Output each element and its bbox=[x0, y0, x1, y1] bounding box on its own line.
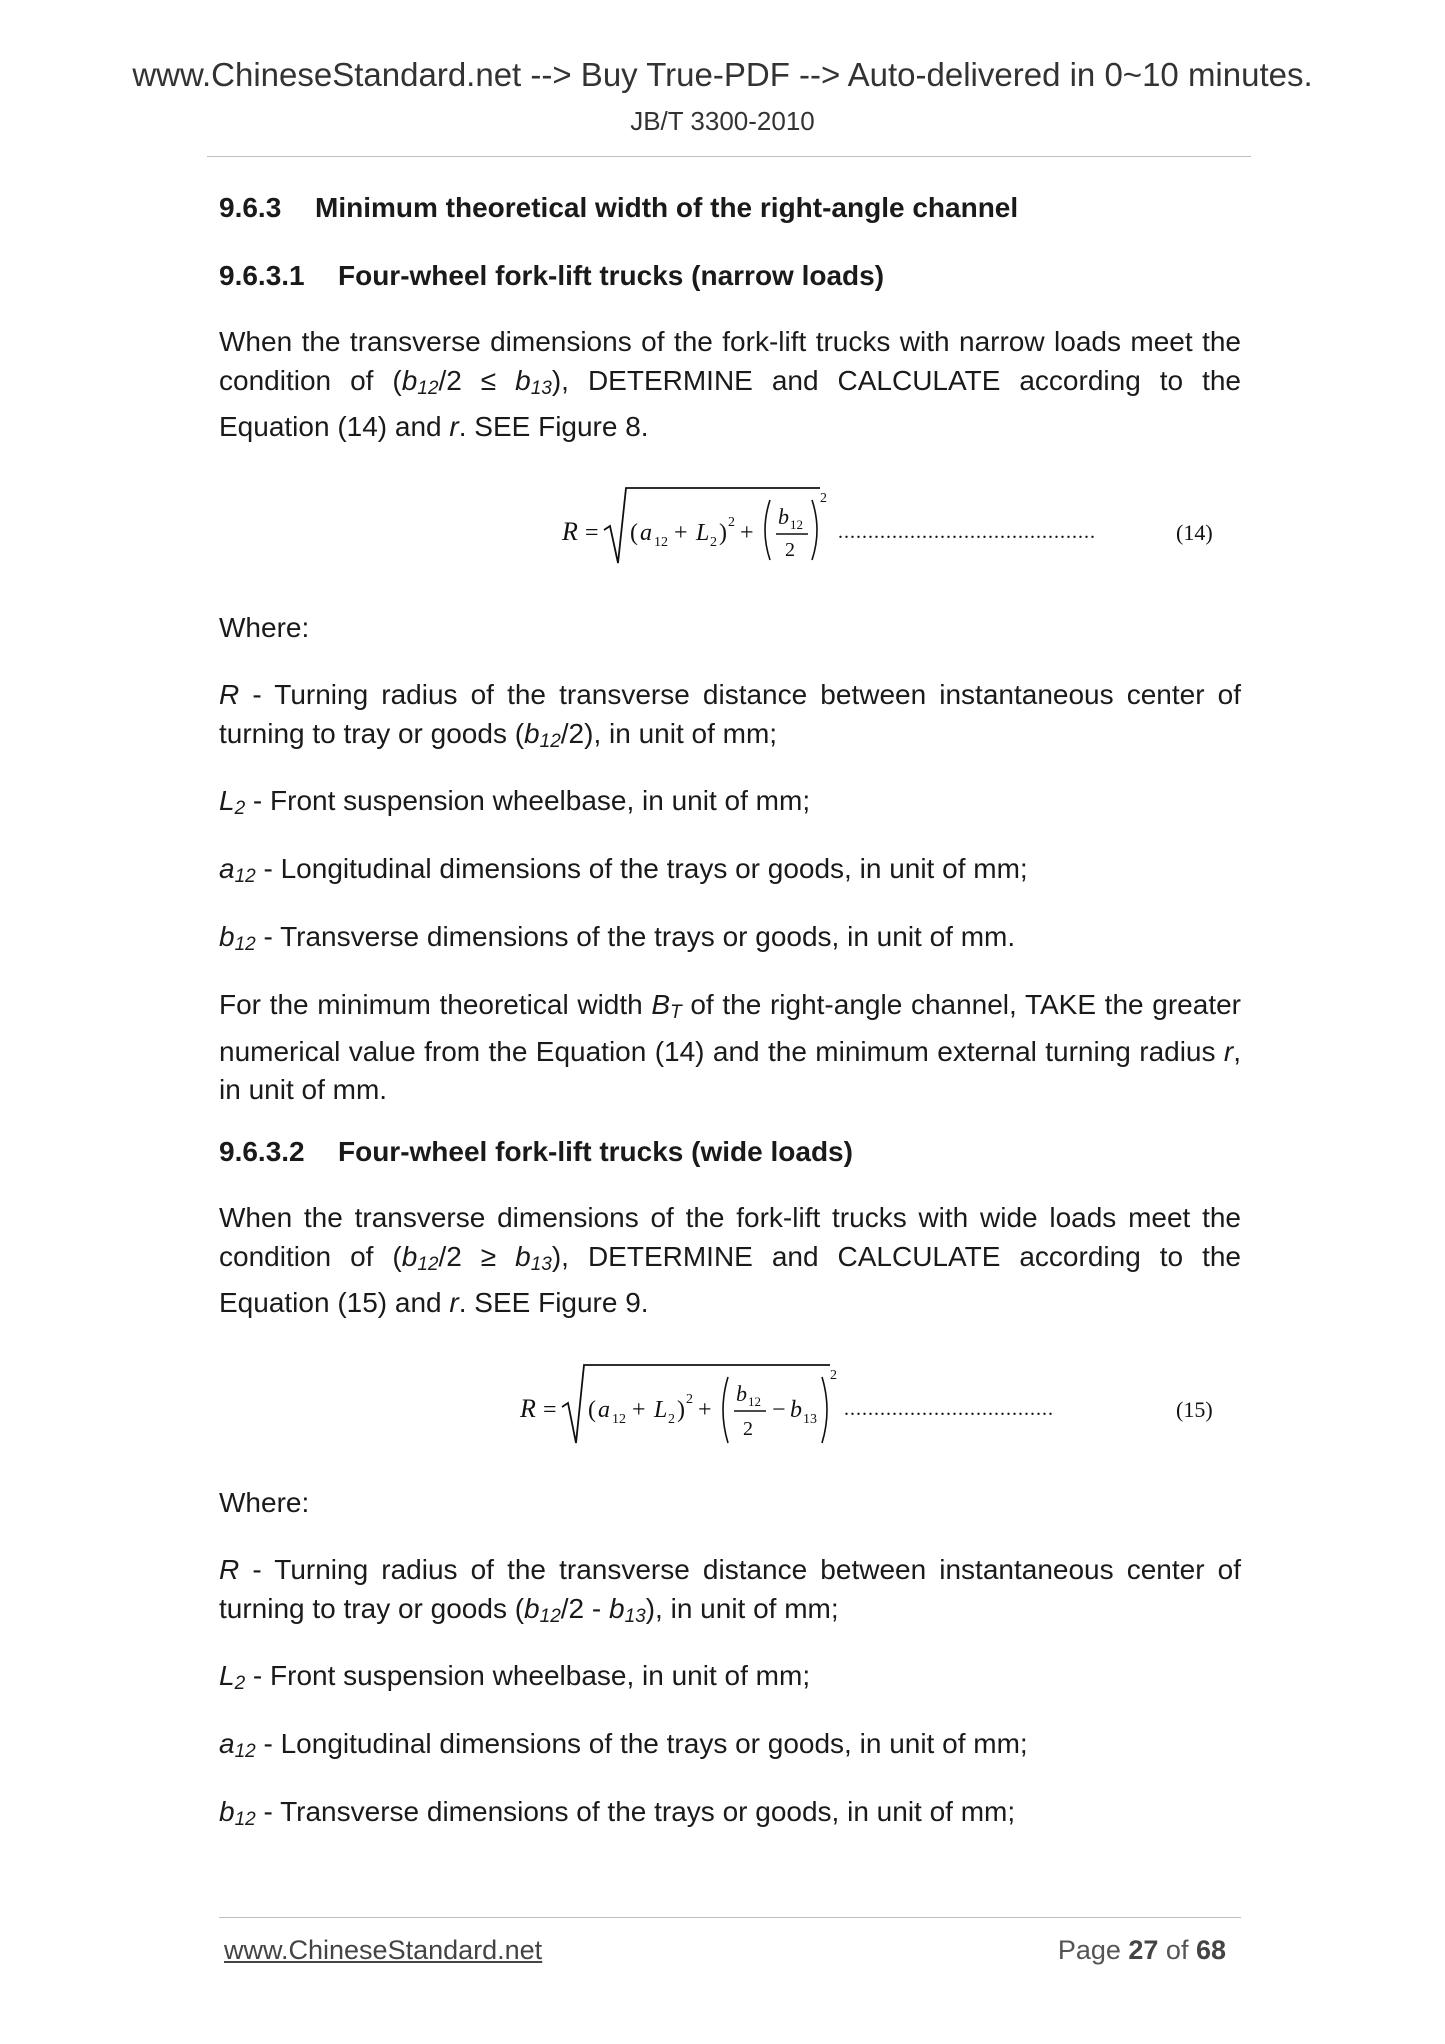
paragraph-narrow-condition: When the transverse dimensions of the fork-lift trucks with narrow loads meet the condition of $(b_{12}/2 \le b_{13})$, DETERMINE and CALCULATE according to the Equation (14) and r. SEE Figure 8. bbox=[219, 326, 1242, 442]
def-R-15: R - Turning radius of the transverse distance between instantaneous center of turning to tray or goods $(b_{12}/2 - b_{13})$, in unit of mm; bbox=[219, 1554, 1241, 1627]
svg-text:2: 2 bbox=[820, 491, 827, 506]
svg-text:13: 13 bbox=[803, 1412, 817, 1427]
svg-text:2: 2 bbox=[710, 535, 717, 550]
eq15-label: (15) bbox=[1176, 1397, 1213, 1422]
where-label-14: Where: bbox=[219, 612, 310, 643]
paragraph-wide-condition: When the transverse dimensions of the fork-lift trucks with wide loads meet the condition of $(b_{12}/2 \ge b_{13})$, DETERMINE and CALCULATE according to the Equation (15) and r. SEE Figure 9. bbox=[219, 1202, 1242, 1318]
section-number: 9.6.3.1 bbox=[219, 260, 305, 291]
equation-14 bbox=[540, 478, 1240, 568]
footer-divider bbox=[219, 1917, 1241, 1918]
svg-text:2: 2 bbox=[686, 1392, 693, 1407]
svg-text:+: + bbox=[632, 1397, 646, 1423]
svg-text:−: − bbox=[772, 1397, 786, 1423]
svg-text:2: 2 bbox=[743, 1418, 753, 1440]
def-b12-15: $b_{12}$ - Transverse dimensions of the trays or goods, in unit of mm; bbox=[219, 1796, 1016, 1830]
svg-text:+: + bbox=[740, 520, 754, 546]
svg-text:a: a bbox=[598, 1397, 610, 1423]
section-title: Four-wheel fork-lift trucks (narrow loads) bbox=[338, 260, 885, 291]
def-R-14: R - Turning radius of the transverse distance between instantaneous center of turning to tray or goods $(b_{12}/2)$, in unit of mm; bbox=[219, 679, 1241, 752]
svg-text:12: 12 bbox=[748, 1394, 761, 1409]
section-number: 9.6.3.2 bbox=[219, 1136, 305, 1167]
def-a12-15: $a_{12}$ - Longitudinal dimensions of the trays or goods, in unit of mm; bbox=[219, 1728, 1028, 1762]
page-indicator: Page 27 of 68 bbox=[1057, 1935, 1226, 1965]
def-L2-14: $L_2$ - Front suspension wheelbase, in unit of mm; bbox=[219, 785, 811, 819]
svg-text:2: 2 bbox=[728, 515, 735, 530]
where-label-15: Where: bbox=[219, 1487, 310, 1518]
section-title: Minimum theoretical width of the right-angle channel bbox=[315, 192, 1019, 223]
eq14-label: (14) bbox=[1176, 520, 1213, 545]
def-b12-14: $b_{12}$ - Transverse dimensions of the trays or goods, in unit of mm. bbox=[219, 921, 1016, 955]
svg-text:=: = bbox=[543, 1397, 557, 1423]
header-divider bbox=[207, 156, 1251, 157]
svg-text:+: + bbox=[674, 520, 688, 546]
equation-15 bbox=[500, 1355, 1240, 1450]
svg-text:12: 12 bbox=[654, 535, 668, 550]
svg-text:2: 2 bbox=[668, 1412, 675, 1427]
svg-text:12: 12 bbox=[790, 517, 803, 532]
def-L2-15: $L_2$ - Front suspension wheelbase, in unit of mm; bbox=[219, 1660, 811, 1694]
svg-text:=: = bbox=[585, 520, 599, 546]
paragraph-bt: For the minimum theoretical width $B_T$ of the right-angle channel, TAKE the greater numerical value from the Equation (14) and the minimum external turning radius r, in unit of mm. bbox=[219, 989, 1241, 1105]
section-heading-9-6-3 bbox=[219, 192, 1018, 224]
header-banner[interactable]: www.ChineseStandard.net --> Buy True-PDF --> Auto-delivered in 0~10 minutes. bbox=[132, 56, 1313, 93]
section-number: 9.6.3 bbox=[219, 192, 282, 223]
current-page: 27 bbox=[1128, 1935, 1159, 1965]
svg-text:b: b bbox=[790, 1397, 802, 1423]
def-a12-14: $a_{12}$ - Longitudinal dimensions of the trays or goods, in unit of mm; bbox=[219, 853, 1028, 887]
svg-text:2: 2 bbox=[830, 1368, 837, 1383]
eq15-R: R bbox=[520, 1394, 536, 1423]
svg-text:): ) bbox=[677, 1397, 685, 1423]
svg-text:(: ( bbox=[630, 520, 638, 546]
section-title: Four-wheel fork-lift trucks (wide loads) bbox=[338, 1136, 853, 1167]
footer-website-link[interactable]: www.ChineseStandard.net bbox=[224, 1935, 543, 1965]
svg-text:b: b bbox=[778, 504, 789, 529]
total-pages: 68 bbox=[1195, 1935, 1226, 1965]
svg-text:..............................: ................................... bbox=[844, 1398, 1054, 1420]
svg-text:L: L bbox=[654, 1397, 668, 1423]
svg-text:(: ( bbox=[588, 1397, 596, 1423]
standard-number: JB/T 3300-2010 bbox=[630, 106, 815, 136]
svg-text:+: + bbox=[698, 1397, 712, 1423]
svg-text:..............................: ........................................... bbox=[838, 521, 1096, 543]
svg-text:2: 2 bbox=[785, 539, 795, 561]
svg-text:b: b bbox=[736, 1381, 747, 1406]
section-heading-9-6-3-2 bbox=[219, 1136, 853, 1168]
section-heading-9-6-3-1 bbox=[219, 260, 884, 292]
svg-text:a: a bbox=[640, 520, 652, 546]
eq14-R: R bbox=[562, 517, 578, 546]
svg-text:): ) bbox=[719, 520, 727, 546]
svg-text:12: 12 bbox=[612, 1412, 626, 1427]
svg-text:L: L bbox=[696, 520, 710, 546]
